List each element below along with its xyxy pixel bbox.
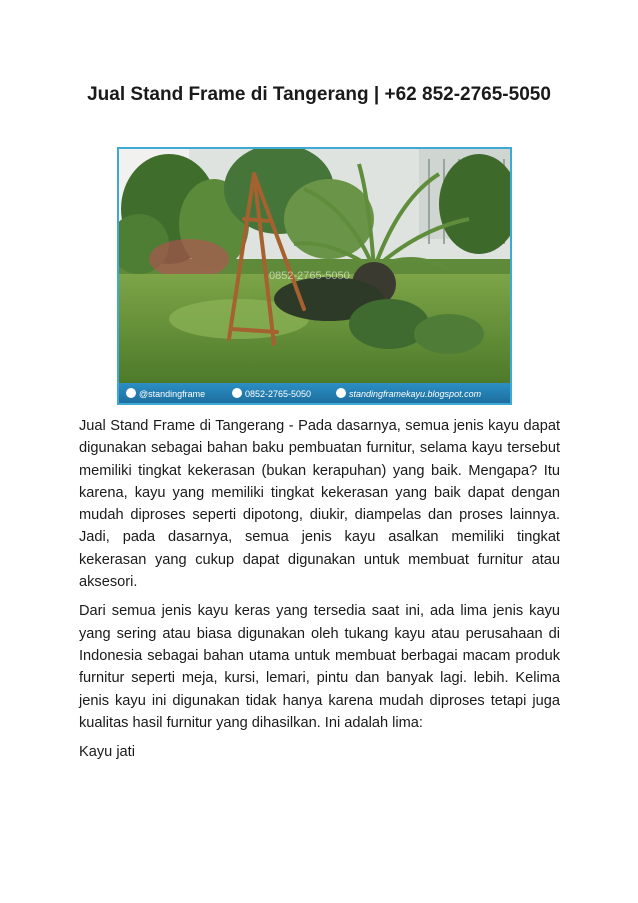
- instagram-icon: [126, 388, 136, 398]
- paragraph: Jual Stand Frame di Tangerang - Pada dasarnya, semua jenis kayu dapat digunakan sebagai bahan baku pembuatan furnitur, selama kayu tersebut memiliki tingkat kekerasan (bukan kerapuhan) yang baik. Mengapa? Itu karena, kayu yang memiliki tingkat kekerasan yang baik dapat dengan mudah diproses seperti dipotong, diukir, diampelas dan proses lainnya. Jadi, pada dasarnya, semua jenis kayu asalkan memiliki tingkat kekerasan yang cukup dapat digunakan untuk membuat furnitur atau aksesori.: [79, 418, 560, 591]
- image-footer-phone: 0852-2765-5050: [245, 389, 312, 399]
- phone-icon: [232, 388, 242, 398]
- blog-icon: [336, 388, 346, 398]
- document-title: Jual Stand Frame di Tangerang | +62 852-2765-5050: [87, 84, 551, 105]
- paragraph: Dari semua jenis kayu keras yang tersedia saat ini, ada lima jenis kayu yang sering atau biasa digunakan oleh tukang kayu atau perusahaan di Indonesia sebagai bahan utama untuk membuat berbagai macam produk furnitur seperti meja, kursi, lemari, pintu dan banyak lagi. lebih. Kelima jenis kayu ini digunakan tidak hanya karena mudah diproses tetapi juga kualitas hasil furnitur yang dihasilkan. Ini adalah lima:: [79, 603, 560, 731]
- image-footer-blog: standingframekayu.blogspot.com: [349, 389, 482, 399]
- article-body: [79, 415, 560, 770]
- subheading: Kayu jati: [79, 744, 135, 761]
- image-footer-instagram: @standingframe: [139, 389, 206, 399]
- product-photo: [117, 147, 512, 405]
- image-watermark: 0852-2765-5050: [269, 270, 350, 282]
- garden-easel-illustration: [119, 149, 510, 403]
